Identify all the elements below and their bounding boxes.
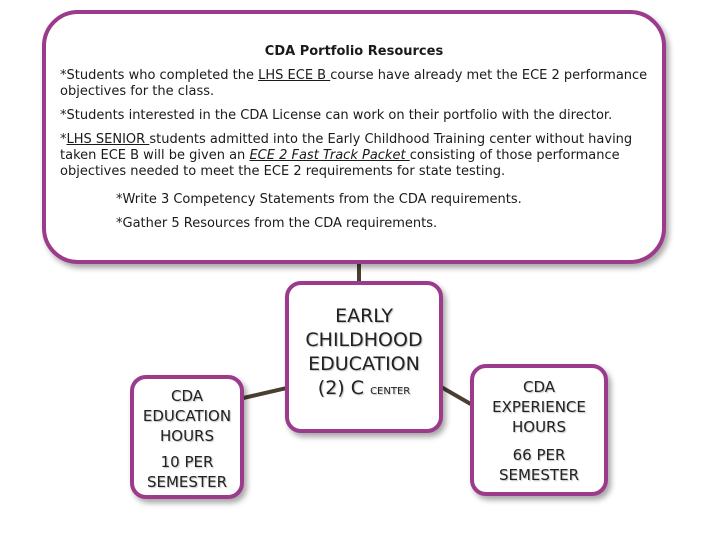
- box-title: CDA Portfolio Resources: [264, 44, 444, 59]
- cda-experience-hours-node: CDA EXPERIENCE HOURS 66 PER SEMESTER: [470, 364, 608, 496]
- bullet-competency-statements: *Write 3 Competency Statements from the CDA requirements.: [116, 192, 522, 207]
- lhs-senior-underlined: LHS SENIOR: [66, 132, 150, 147]
- bullet-gather-resources: *Gather 5 Resources from the CDA requirements.: [116, 216, 438, 231]
- paragraph-cda-license: *Students interested in the CDA License can work on their portfolio with the director.: [60, 108, 613, 123]
- cda-education-hours-node: CDA EDUCATION HOURS 10 PER SEMESTER: [130, 375, 244, 499]
- paragraph-lhs-senior: *LHS SENIOR students admitted into the Early Childhood Training center without having taken ECE B will be given an ECE 2 Fast Track Packet consisting of those performance objectives needed to meet the ECE 2 requirements for state testing.: [60, 132, 633, 179]
- connector-center-to-left: [239, 385, 291, 401]
- fast-track-packet-underlined: ECE 2 Fast Track Packet: [249, 148, 410, 163]
- paragraph-ece-b: *Students who completed the LHS ECE B course have already met the ECE 2 performance objectives for the class.: [60, 68, 648, 99]
- cda-portfolio-resources-box: [42, 10, 666, 264]
- lhs-ece-b-underlined: LHS ECE B: [258, 68, 331, 83]
- early-childhood-education-node: EARLY CHILDHOOD EDUCATION (2) C CENTER: [285, 281, 443, 433]
